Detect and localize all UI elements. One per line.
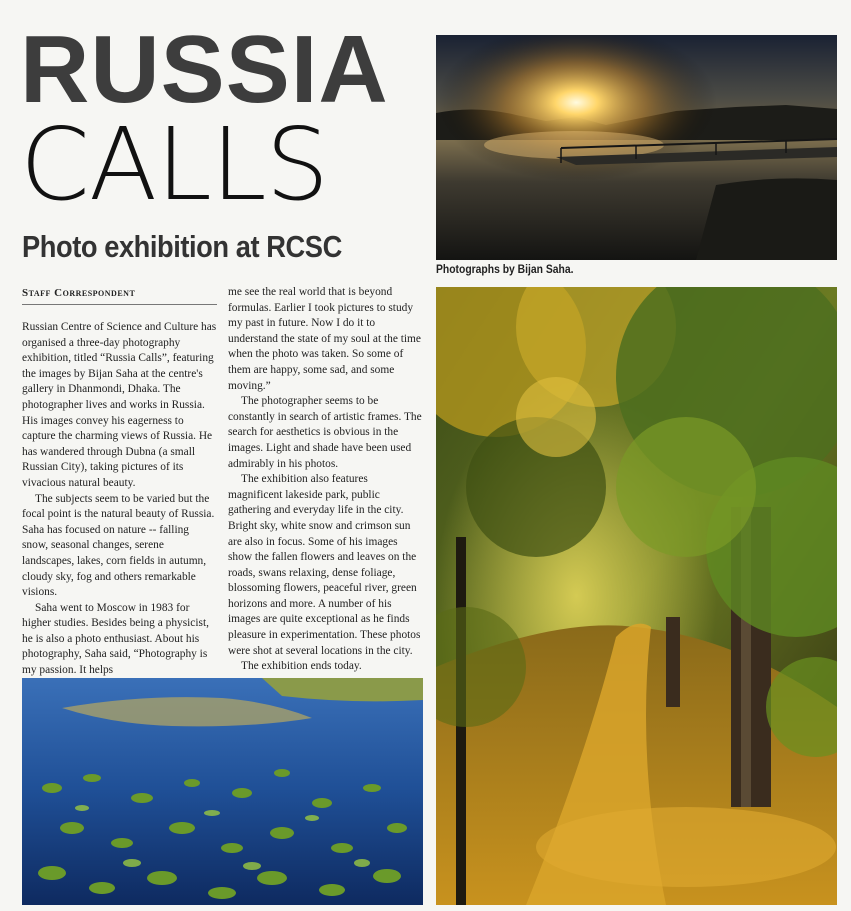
water-lily-pond-photo xyxy=(22,678,423,905)
byline-divider xyxy=(22,304,217,305)
paragraph: The subjects seem to be varied but the focal point is the natural beauty of Russia. Saha has focused on nature -- falling snow, seasonal changes, serene landscapes, lakes, corn fields in autumn, cloudy sky, fog and others remarkable visions. xyxy=(22,492,215,599)
lake-sunrise-photo xyxy=(436,35,837,260)
article-column-2 xyxy=(228,285,424,675)
paragraph: The exhibition also features magnificent lakeside park, public gathering and everyday life in the city. Bright sky, white snow and crimson sun are also in focus. Some of his images show the fallen flowers and leaves on the roads, swans relaxing, dense foliage, blossoming flowers, peaceful river, green horizons and more. A number of his images are quite exceptional as he finds pleasure in experimentation. These photos were shot at several locations in the city. xyxy=(228,473,421,657)
paragraph: Saha went to Moscow in 1983 for higher studies. Besides being a physicist, he is also a photo enthusiast. About his photography, Saha said, “Photography is my passion. It helps xyxy=(22,601,209,677)
byline: Staff Correspondent xyxy=(22,287,136,299)
paragraph: The exhibition ends today. xyxy=(241,660,362,673)
paragraph: Russian Centre of Science and Culture has organised a three-day photography exhibition, titled “Russia Calls”, featuring the images by Bijan Saha at the centre's gallery in Dhanmondi, Dhaka. The photographer lives and works in Russia. His images convey his eagerness to capture the charming views of Russia. He has wandered through Dubna (a small Russian City), taking pictures of its vivacious natural beauty. xyxy=(22,321,217,489)
paragraph: me see the real world that is beyond formulas. Earlier I took pictures to study my past in future. Now I do it to understand the state of my soul at the time when the photo was taken. So some of them are happy, some sad, and some moving.” xyxy=(228,286,421,392)
article-column-1 xyxy=(22,320,217,679)
headline-russia: RUSSIA xyxy=(20,16,389,123)
autumn-forest-photo xyxy=(436,287,837,905)
headline-calls: CALLS xyxy=(20,106,329,223)
paragraph: The photographer seems to be constantly in search of artistic frames. The search for aesthetics is obvious in the images. Light and shade have been used admirably in his photos. xyxy=(228,395,422,470)
subheadline: Photo exhibition at RCSC xyxy=(22,229,342,264)
photo-caption: Photographs by Bijan Saha. xyxy=(436,264,574,276)
